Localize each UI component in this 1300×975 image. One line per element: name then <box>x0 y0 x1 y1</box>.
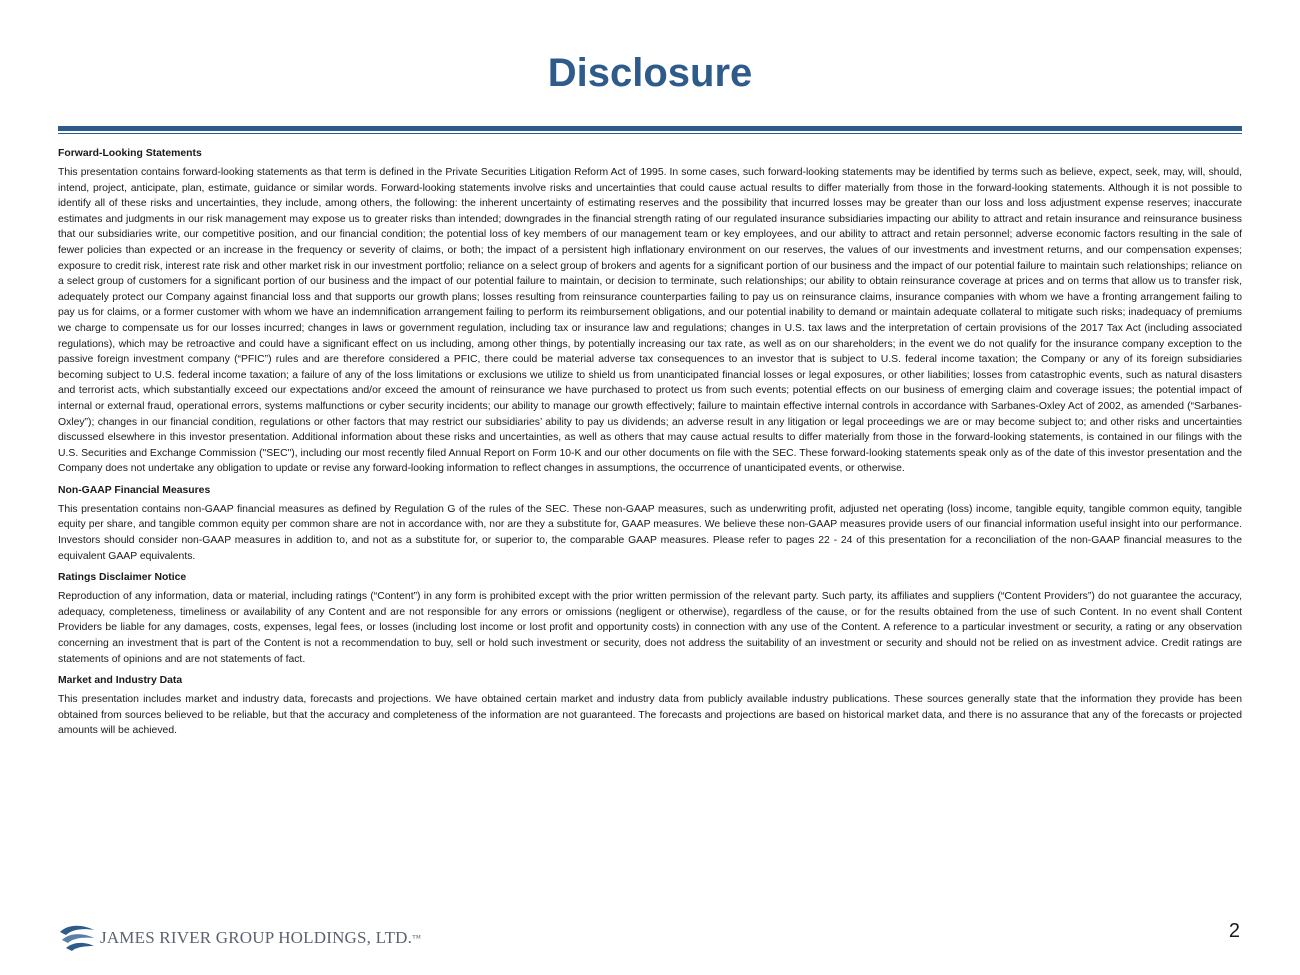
page-title: Disclosure <box>547 51 753 95</box>
section-heading: Forward-Looking Statements <box>58 148 202 159</box>
page-number: 2 <box>1228 920 1240 942</box>
section-non-gaap <box>58 483 1242 564</box>
company-name: JAMES RIVER GROUP HOLDINGS, LTD. <box>100 928 413 947</box>
section-forward-looking <box>58 146 1242 477</box>
trademark-mark: ™ <box>412 933 422 943</box>
section-body: This presentation contains forward-looking statements as that term is defined in the Private Securities Litigation Reform Act of 1995. In some cases, such forward-looking statements may be identified by terms such as believe, expect, seek, may, will, should, intend, project, anticipate, plan, estimate, guidance or similar words. Forward-looking statements involve risks and uncertainties that could cause actual results to differ materially from those in the forward-looking statements. Although it is not possible to identify all of these risks and uncertainties, they include, among others, the following: the inherent uncertainty of estimating reserves and the possibility that incurred losses may be greater than our loss and loss adjustment expense reserves; inaccurate estimates and judgments in our risk management may expose us to greater risks than intended; downgrades in the financial strength rating of our regulated insurance subsidiaries impacting our ability to attract and retain insurance and reinsurance business that our subsidiaries write, our competitive position, and our financial condition; the potential loss of key members of our management team or key employees, and our ability to attract and retain personnel; adverse economic factors resulting in the sale of fewer policies than expected or an increase in the frequency or severity of claims, or both; the impact of a persistent high inflationary environment on our reserves, the values of our investments and investment returns, and our compensation expenses; exposure to credit risk, interest rate risk and other market risk in our investment portfolio; reliance on a select group of brokers and agents for a significant portion of our business and the impact of our potential failure to maintain such relationships; reliance on a select group of customers for a significant portion of our business and the impact of our potential failure to maintain, or decision to terminate, such relationships; our ability to obtain reinsurance coverage at prices and on terms that allow us to transfer risk, adequately protect our Company against financial loss and that supports our growth plans; losses resulting from reinsurance counterparties failing to pay us on reinsurance claims, insurance companies with whom we have a fronting arrangement failing to pay us for claims, or a former customer with whom we have an indemnification arrangement failing to perform its reimbursement obligations, and our potential inability to demand or maintain adequate collateral to mitigate such risks; inadequacy of premiums we charge to compensate us for our losses incurred; changes in laws or government regulation, including tax or insurance law and regulations; changes in U.S. tax laws and the interpretation of certain provisions of the 2017 Tax Act (including associated regulations), which may be retroactive and could have a significant effect on us including, among other things, by potentially increasing our tax rate, as well as on our shareholders; in the event we do not qualify for the insurance company exception to the passive foreign investment company (“PFIC”) rules and are therefore considered a PFIC, there could be material adverse tax consequences to an investor that is subject to U.S. federal income taxation; the Company or any of its foreign subsidiaries becoming subject to U.S. federal income taxation; a failure of any of the loss limitations or exclusions we utilize to shield us from unanticipated financial losses or legal exposures, or other liabilities; losses from catastrophic events, such as natural disasters and terrorist acts, which substantially exceed our expectations and/or exceed the amount of reinsurance we have purchased to protect us from such events; potential effects on our business of emerging claim and coverage issues; the potential impact of internal or external fraud, operational errors, systems malfunctions or cyber security incidents; our ability to manage our growth effectively; failure to maintain effective internal controls in accordance with Sarbanes-Oxley Act of 2002, as amended (“Sarbanes-Oxley”); changes in our financial condition, regulations or other factors that may restrict our subsidiaries’ ability to pay us dividends; an adverse result in any litigation or legal proceedings we are or may become subject to; and other risks and uncertainties discussed elsewhere in this investor presentation. Additional information about these risks and uncertainties, as well as others that may cause actual results to differ materially from those in the forward-looking statements, is contained in our filings with the U.S. Securities and Exchange Commission ("SEC"), including our most recently filed Annual Report on Form 10-K and our other documents on file with the SEC. These forward-looking statements speak only as of the date of this investor presentation and the Company does not undertake any obligation to update or revise any forward-looking information to reflect changes in assumptions, the occurrence of unanticipated events, or otherwise. <box>58 167 1242 475</box>
company-logo <box>58 918 421 958</box>
title-divider-thin <box>58 133 1242 134</box>
section-heading: Market and Industry Data <box>58 675 183 687</box>
james-river-wave-icon <box>58 922 96 954</box>
section-body: This presentation includes market and industry data, forecasts and projections. We have obtained certain market and industry data from publicly available industry publications. These sources generally state that the information they provide has been obtained from sources believed to be reliable, but that the accuracy and completeness of the information are not guaranteed. The forecasts and projections are based on historical market data, and there is no assurance that any of the forecasts or projected amounts will be achieved. <box>58 694 1242 737</box>
section-body: Reproduction of any information, data or material, including ratings (“Content”) in any form is prohibited except with the prior written permission of the relevant party. Such party, its affiliates and suppliers (“Content Providers”) do not guarantee the accuracy, adequacy, completeness, timeliness or availability of any Content and are not responsible for any errors or omissions (negligent or otherwise), regardless of the cause, or for the results obtained from the use of such Content. In no event shall Content Providers be liable for any damages, costs, expenses, legal fees, or losses (including lost income or lost profit and opportunity costs) in connection with any use of the Content. A reference to a particular investment or security, a rating or any observation concerning an investment that is part of the Content is not a recommendation to buy, sell or hold such investment or security, does not address the suitability of an investment or security and should not be relied on as investment advice. Credit ratings are statements of opinions and are not statements of fact. <box>58 591 1242 665</box>
section-market-industry <box>58 673 1242 739</box>
section-heading: Ratings Disclaimer Notice <box>58 572 187 584</box>
section-heading: Non-GAAP Financial Measures <box>58 484 211 496</box>
section-body: This presentation contains non-GAAP financial measures as defined by Regulation G of the rules of the SEC. These non-GAAP measures, such as underwriting profit, adjusted net operating (loss) income, tangible equity, tangible common equity, tangible equity per share, and tangible common equity per common share are not in accordance with, nor are they a substitute for, GAAP measures. We believe these non-GAAP measures provide users of our financial information useful insight into our performance. Investors should consider non-GAAP measures in addition to, and not as a substitute for, or superior to, the comparable GAAP measures. Please refer to pages 22 - 24 of this presentation for a reconciliation of the non-GAAP financial measures to the equivalent GAAP equivalents. <box>58 503 1242 562</box>
section-ratings-disclaimer <box>58 570 1242 667</box>
title-divider-thick <box>58 126 1242 131</box>
disclosure-content <box>58 146 1242 745</box>
